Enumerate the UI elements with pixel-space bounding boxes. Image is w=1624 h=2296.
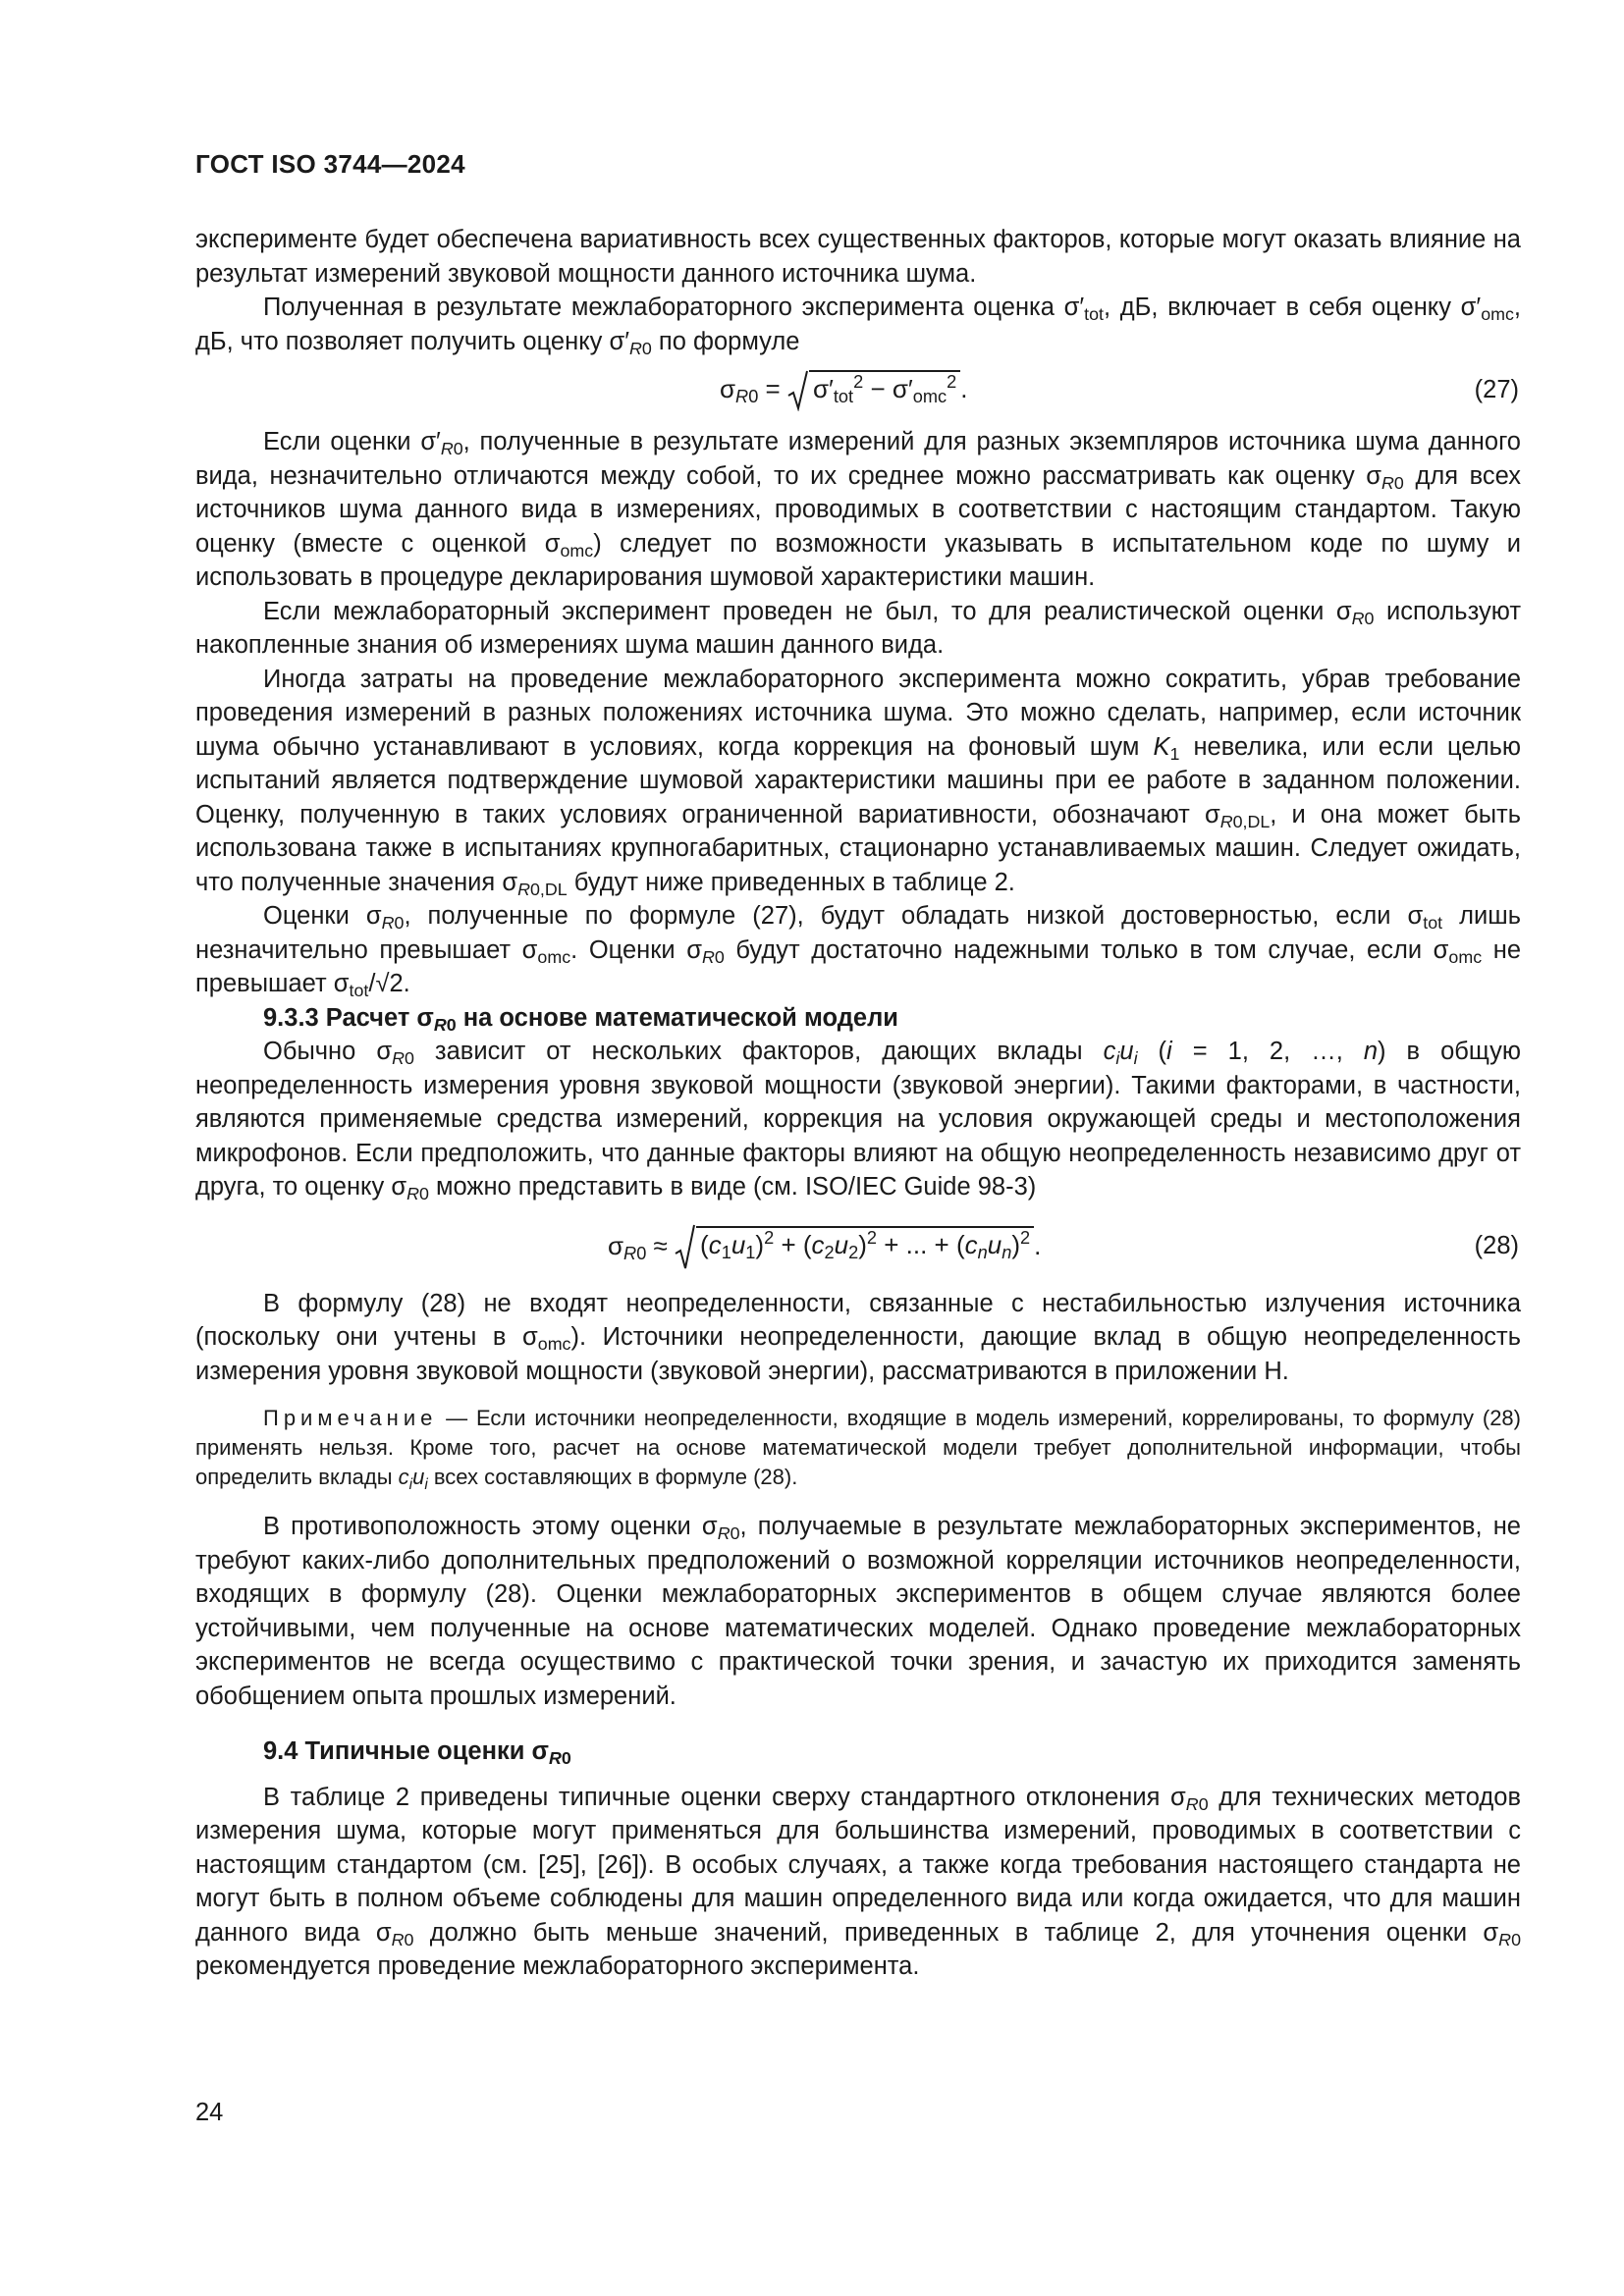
paragraph: Если межлабораторный эксперимент проведен не был, то для реалистической оценки $\sigma_{R0}$ используют накопленные знания об измерениях шума машин данного вида. [195,597,1521,659]
paragraph: Обычно $\sigma_{R0}$ зависит от нескольких факторов, дающих вклады $c_iu_i$ (i = 1, 2, …, n) в общую неопределенность измерения уровня звуковой мощности (звуковой энергии). Такими факторами, в частности, являются применяемые средства измерений, коррекция на условия окружающей среды и местоположения микрофонов. Если предположить, что данные факторы влияют на общую неопределенность независимо друг от друга, то оценку $\sigma_{R0}$ можно представить в виде (см. ISO/IEC Guide 98-3) [195,1038,1522,1203]
note-label: Примечание [263,1406,438,1430]
paragraph: В формулу (28) не входят неопределенности, связанные с нестабильностью излучения источника (поскольку они учтены в $\sigma_{omc}$). Источники неопределенности, дающие вклад в общую неопределенность измерения уровня звуковой мощности (звуковой энергии), рассматриваются в приложении Н. [195,1289,1521,1385]
page-content [195,223,1521,1984]
note-text: — Если источники неопределенности, входящие в модель измерений, коррелированы, то формулу (28) применять нельзя. Кроме того, расчет на основе математической модели требует дополнительной информации, чтобы определить вклады $c_iu_i$ всех составляющих в формуле (28). [195,1406,1521,1493]
paragraph: Если оценки $\sigma'_{R0}$, полученные в результате измерений для разных экземпляров источника шума данного вида, незначительно отличаются между собой, то их среднее можно рассматривать как оценку $\sigma_{R0}$ для всех источников шума данного вида в измерениях, проводимых в соответствии с настоящим стандартом. Такую оценку (вместе с оценкой $\sigma_{omc}$) следует по возможности указывать в испытательном коде по шуму и использовать в процедуре декларирования шумовой характеристики машин. [195,428,1521,591]
paragraph: Полученная в результате межлабораторного эксперимента оценка $\sigma'_{tot}$, дБ, включает в себя оценку $\sigma'_{omc}$, дБ, что позволяет получить оценку $\sigma'_{R0}$ по формуле [195,294,1521,358]
document-header: ГОСТ ISO 3744—2024 [195,149,465,179]
formula-expression: $\sigma_{R0} \approx (c_1u_1)^2 + (c_2u_2)^2$ + ... + $(c_nu_n)^2$ . [608,1224,1041,1271]
formula-28 [195,1212,1521,1277]
paragraph: В противоположность этому оценки $\sigma_{R0}$, получаемые в результате межлабораторных экспериментов, не требуют каких-либо дополнительных предположений о возможной корреляции источников неопределенности, входящих в формулу (28). Оценки межлабораторных экспериментов в общем случае являются более устойчивыми, чем полученные на основе математических моделей. Однако проведение межлабораторных экспериментов не всегда осуществимо с практической точки зрения, и зачастую их приходится заменять обобщением опыта прошлых измерений. [195,1513,1521,1710]
formula-number: (28) [1474,1231,1519,1259]
formula-expression: $\sigma_{R0} = \sigma'_{tot}^2 - \sigma'_{omc}^2$ . [720,370,968,411]
formula-27 [195,360,1521,419]
section-heading-9-4: 9.4 Типичные оценки $\sigma_{R0}$ [263,1737,571,1768]
section-heading-9-3-3: 9.3.3 Расчет $\sigma_{R0}$ на основе математической модели [263,1003,898,1035]
paragraph: Оценки $\sigma_{R0}$, полученные по формуле (27), будут обладать низкой достоверностью, если $\sigma_{tot}$ лишь незначительно превышает $\sigma_{omc}$. Оценки $\sigma_{R0}$ будут достаточно надежными только в том случае, если $\sigma_{omc}$ не превышает $\sigma_{tot}/√2$. [195,902,1521,1000]
formula-number: (27) [1474,376,1519,403]
paragraph: эксперименте будет обеспечена вариативность всех существенных факторов, которые могут оказать влияние на результат измерений звуковой мощности данного источника шума. [195,226,1521,288]
paragraph: В таблице 2 приведены типичные оценки сверху стандартного отклонения $\sigma_{R0}$ для технических методов измерения шума, которые могут применяться для большинства измерений, проводимых в соответствии с настоящим стандартом (см. [25], [26]). В особых случаях, а также когда требования настоящего стандарта не могут быть в полном объеме соблюдены для машин определенного вида или когда ожидается, что для машин данного вида $\sigma_{R0}$ должно быть меньше значений, приведенных в таблице 2, для уточнения оценки $\sigma_{R0}$ рекомендуется проведение межлабораторного эксперимента. [195,1783,1521,1980]
paragraph: Иногда затраты на проведение межлабораторного эксперимента можно сократить, убрав требование проведения измерений в разных положениях источника шума. Это можно сделать, например, если источник шума обычно устанавливают в условиях, когда коррекция на фоновый шум $K_1$ невелика, или если целью испытаний является подтверждение шумовой характеристики машины при ее работе в заданном положении. Оценку, полученную в таких условиях ограниченной вариативности, обозначают $\sigma_{R0,DL}$, и она может быть использована также в испытаниях крупногабаритных, стационарно устанавливаемых машин. Следует ожидать, что полученные значения $\sigma_{R0,DL}$ будут ниже приведенных в таблице 2. [195,665,1522,899]
note [195,1404,1521,1492]
page-number: 24 [195,2099,224,2126]
